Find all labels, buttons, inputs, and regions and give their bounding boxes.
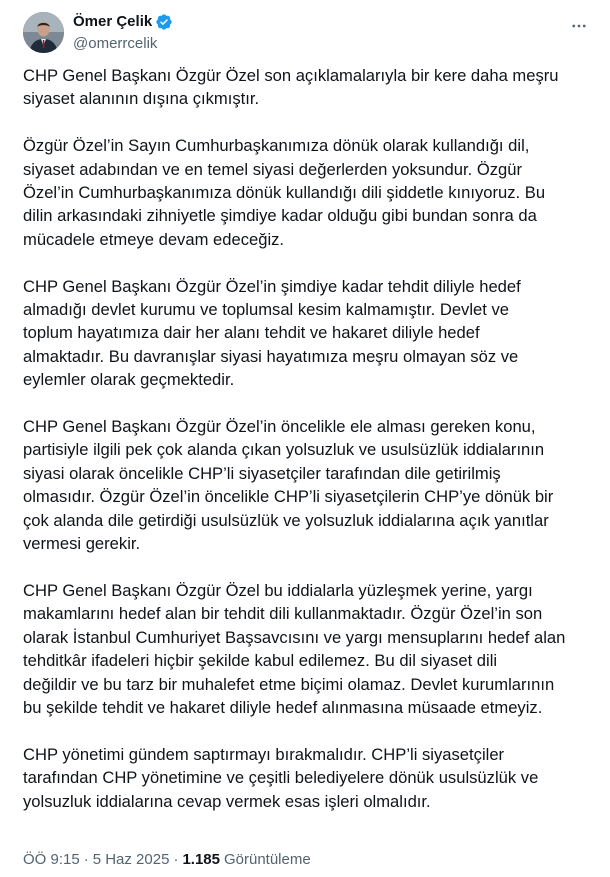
views-label: Görüntüleme	[223, 851, 311, 868]
tweet-paragraph: Özgür Özel’in Sayın Cumhurbaşkanımıza dönük olarak kullandığı dil, siyaset adabından ve en temel siyasi değerlerden yoksundur. Özgür Özel’in Cumhurbaşkanımıza dönük kullandığı dili şiddetle kınıyoruz. Bu dilin arkasındaki zihniyetle şimdiye kadar olduğu gibi bundan sonra da mücadele etmeye devam edeceğiz.	[23, 136, 546, 249]
tweet-time[interactable]: ÖÖ 9:15	[23, 851, 80, 868]
tweet-paragraph: CHP yönetimi gündem saptırmayı bırakmalıdır. CHP’li siyasetçiler tarafından CHP yönetimine ve çeşitli belediyelere dönük usulsüzlük ve yolsuzluk iddialarına cevap vermek esas işleri olmalıdır.	[23, 744, 539, 811]
tweet-metadata	[23, 850, 311, 870]
tweet-paragraph: CHP Genel Başkanı Özgür Özel bu iddialarla yüzleşmek yerine, yargı makamlarını hedef alan bir tehdit dili kullanmaktadır. Özgür Özel’in son olarak İstanbul Cumhuriyet Başsavcısını ve yargı mensuplarını hedef alan tehditkâr ifadeleri hiçbir şekilde kabul edilemez. Bu dil siyaset dili değildir ve bu tarz bir muhalefet etme biçimi olamaz. Devlet kurumlarının bu şekilde tehdit ve hakaret diliyle hedef alınmasına müsaade etmeyiz.	[23, 580, 566, 717]
avatar-image	[23, 12, 64, 53]
tweet-text	[23, 64, 593, 836]
verified-badge-icon[interactable]	[155, 13, 173, 31]
tweet-paragraph: CHP Genel Başkanı Özgür Özel’in öncelikle ele alması gereken konu, partisiyle ilgili pek çok alanda çıkan yolsuzluk ve usulsüzlük iddialarının siyasi olarak öncelikle CHP’li siyasetçiler tarafından dile getirilmiş olmasıdır. Özgür Özel’in öncelikle CHP’li siyasetçilerin CHP’ye dönük bir çok alanda dile getirdiği usulsüzlük ve yolsuzluk iddialarına açık yanıtlar vermesi gerekir.	[23, 417, 554, 554]
author-handle[interactable]: @omerrcelik	[73, 35, 158, 52]
tweet-paragraph: CHP Genel Başkanı Özgür Özel son açıklamalarıyla bir kere daha meşru siyaset alanının dışına çıkmıştır.	[23, 66, 559, 109]
separator: ·	[173, 851, 179, 868]
tweet-date[interactable]: 5 Haz 2025	[92, 851, 170, 868]
views-count: 1.185	[182, 851, 220, 868]
avatar[interactable]	[23, 12, 64, 53]
more-options-icon[interactable]	[569, 16, 589, 36]
display-name-row	[73, 12, 173, 32]
author-info	[73, 12, 173, 54]
display-name[interactable]: Ömer Çelik	[73, 13, 153, 30]
tweet-header	[23, 12, 593, 56]
tweet-paragraph: CHP Genel Başkanı Özgür Özel’in şimdiye kadar tehdit diliyle hedef almadığı devlet kurumu ve toplumsal kesim kalmamıştır. Devlet ve toplum hayatımıza dair her alanı tehdit ve hakaret diliyle hedef almaktadır. Bu davranışlar siyasi hayatımıza meşru olmayan söz ve eylemler olarak geçmektedir.	[23, 276, 521, 390]
separator: ·	[83, 851, 89, 868]
